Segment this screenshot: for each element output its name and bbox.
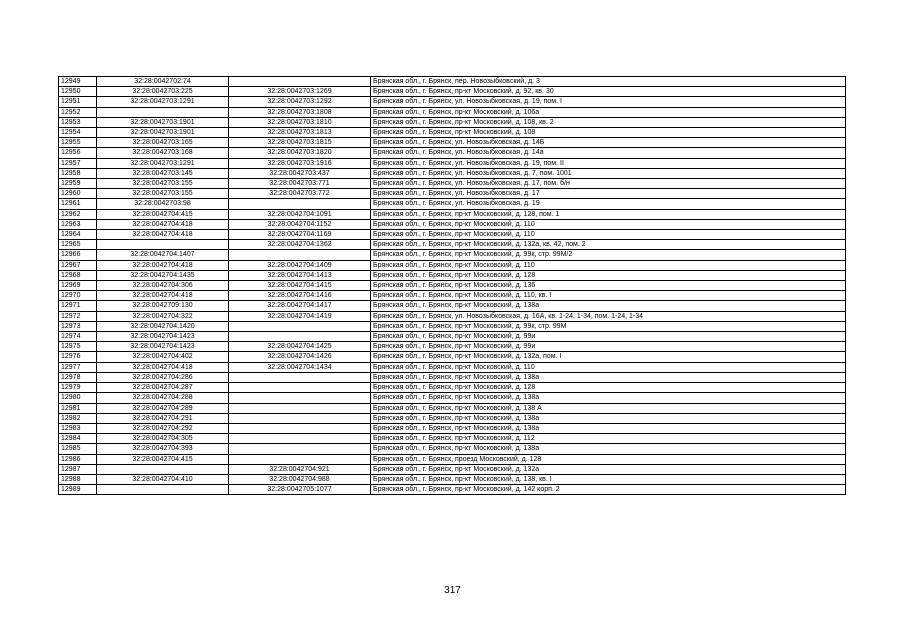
- cadastral-number-cell: 32:28:0042704:418: [97, 260, 229, 270]
- table-row: [59, 342, 846, 352]
- cadastral-number-cell: 32:28:0042704:402: [97, 352, 229, 362]
- object-cadastral-number-cell: [229, 383, 371, 393]
- address-cell: Брянская обл., г. Брянск, ул. Новозыбковская, д. 17, пом. б/н: [371, 179, 846, 189]
- cadastral-number-cell: 32:28:0042704:418: [97, 230, 229, 240]
- object-cadastral-number-cell: 32:28:0042704:1419: [229, 311, 371, 321]
- cadastral-number-cell: 32:28:0042703:155: [97, 189, 229, 199]
- address-cell: Брянская обл., г. Брянск, пр-кт Московский, д. 108: [371, 128, 846, 138]
- table-row: [59, 413, 846, 423]
- table-row: [59, 189, 846, 199]
- address-cell: Брянская обл., г. Брянск, ул. Новозыбковская, д. 16А, кв. 1-24, 1-34, пом. 1-24, 1-34: [371, 311, 846, 321]
- address-cell: Брянская обл., г. Брянск, пр-кт Московский, д. 142 корп. 2: [371, 485, 846, 495]
- address-cell: Брянская обл., г. Брянск, пр-кт Московский, д. 138а: [371, 393, 846, 403]
- cadastral-number-cell: 32:28:0042704:418: [97, 362, 229, 372]
- row-number-cell: 12967: [59, 260, 97, 270]
- address-cell: Брянская обл., г. Брянск, пр-кт Московский, д. 110: [371, 219, 846, 229]
- address-cell: Брянская обл., г. Брянск, пр-кт Московский, д. 92, кв. 30: [371, 87, 846, 97]
- table-row: [59, 403, 846, 413]
- cadastral-number-cell: 32:28:0042703:1901: [97, 117, 229, 127]
- address-cell: Брянская обл., г. Брянск, пр-кт Московский, д. 136: [371, 281, 846, 291]
- object-cadastral-number-cell: [229, 403, 371, 413]
- table-row: [59, 260, 846, 270]
- row-number-cell: 12958: [59, 168, 97, 178]
- cadastral-number-cell: 32:28:0042704:1435: [97, 270, 229, 280]
- cadastral-number-cell: 32:28:0042703:98: [97, 199, 229, 209]
- cadastral-number-cell: 32:28:0042703:225: [97, 87, 229, 97]
- object-cadastral-number-cell: 32:28:0042704:988: [229, 474, 371, 484]
- table-row: [59, 362, 846, 372]
- address-cell: Брянская обл., г. Брянск, пр-кт Московский, д. 132а, пом. I: [371, 352, 846, 362]
- address-cell: Брянская обл., г. Брянск, пр-кт Московский, д. 106а: [371, 107, 846, 117]
- table-row: [59, 270, 846, 280]
- registry-table: [58, 76, 846, 495]
- row-number-cell: 12970: [59, 291, 97, 301]
- cadastral-number-cell: 32:28:0042703:165: [97, 138, 229, 148]
- row-number-cell: 12953: [59, 117, 97, 127]
- object-cadastral-number-cell: 32:28:0042704:1413: [229, 270, 371, 280]
- table-row: [59, 97, 846, 107]
- row-number-cell: 12981: [59, 403, 97, 413]
- object-cadastral-number-cell: 32:28:0042704:1409: [229, 260, 371, 270]
- table-row: [59, 87, 846, 97]
- cadastral-number-cell: 32:28:0042704:393: [97, 444, 229, 454]
- cadastral-number-cell: [97, 107, 229, 117]
- row-number-cell: 12975: [59, 342, 97, 352]
- address-cell: Брянская обл., г. Брянск, пр-кт Московский, д. 128: [371, 270, 846, 280]
- object-cadastral-number-cell: 32:28:0042703:1810: [229, 117, 371, 127]
- table-row: [59, 117, 846, 127]
- object-cadastral-number-cell: 32:28:0042703:437: [229, 168, 371, 178]
- table-row: [59, 77, 846, 87]
- cadastral-number-cell: 32:28:0042704:1420: [97, 321, 229, 331]
- cadastral-number-cell: 32:28:0042703:155: [97, 179, 229, 189]
- table-row: [59, 434, 846, 444]
- table-row: [59, 148, 846, 158]
- cadastral-number-cell: 32:28:0042704:305: [97, 434, 229, 444]
- table-row: [59, 230, 846, 240]
- address-cell: Брянская обл., г. Брянск, пр-кт Московский, д. 138а: [371, 423, 846, 433]
- object-cadastral-number-cell: 32:28:0042703:1292: [229, 97, 371, 107]
- row-number-cell: 12988: [59, 474, 97, 484]
- row-number-cell: 12971: [59, 301, 97, 311]
- row-number-cell: 12984: [59, 434, 97, 444]
- address-cell: Брянская обл., г. Брянск, ул. Новозыбковская, д. 19, пом. I: [371, 97, 846, 107]
- cadastral-number-cell: 32:28:0042704:418: [97, 291, 229, 301]
- table-row: [59, 179, 846, 189]
- address-cell: Брянская обл., г. Брянск, пер. Новозыбковский, д. 3: [371, 77, 846, 87]
- cadastral-number-cell: 32:28:0042704:289: [97, 403, 229, 413]
- object-cadastral-number-cell: 32:28:0042703:1820: [229, 148, 371, 158]
- address-cell: Брянская обл., г. Брянск, пр-кт Московский, д. 138а: [371, 413, 846, 423]
- cadastral-number-cell: 32:28:0042704:322: [97, 311, 229, 321]
- row-number-cell: 12980: [59, 393, 97, 403]
- table-row: [59, 321, 846, 331]
- address-cell: Брянская обл., г. Брянск, пр-кт Московский, д. 128: [371, 383, 846, 393]
- object-cadastral-number-cell: 32:28:0042703:1813: [229, 128, 371, 138]
- address-cell: Брянская обл., г. Брянск, пр-кт Московский, д. 99к, стр. 99М: [371, 321, 846, 331]
- object-cadastral-number-cell: [229, 199, 371, 209]
- row-number-cell: 12983: [59, 423, 97, 433]
- row-number-cell: 12951: [59, 97, 97, 107]
- table-row: [59, 393, 846, 403]
- table-row: [59, 311, 846, 321]
- registry-table-body: [59, 77, 846, 495]
- cadastral-number-cell: 32:28:0042703:145: [97, 168, 229, 178]
- address-cell: Брянская обл., г. Брянск, пр-кт Московский, д. 110: [371, 230, 846, 240]
- object-cadastral-number-cell: 32:28:0042703:1916: [229, 158, 371, 168]
- cadastral-number-cell: [97, 464, 229, 474]
- row-number-cell: 12956: [59, 148, 97, 158]
- page-number: 317: [444, 585, 461, 596]
- row-number-cell: 12986: [59, 454, 97, 464]
- object-cadastral-number-cell: [229, 250, 371, 260]
- object-cadastral-number-cell: [229, 77, 371, 87]
- row-number-cell: 12957: [59, 158, 97, 168]
- row-number-cell: 12955: [59, 138, 97, 148]
- table-row: [59, 250, 846, 260]
- cadastral-number-cell: 32:28:0042703:168: [97, 148, 229, 158]
- table-row: [59, 372, 846, 382]
- row-number-cell: 12961: [59, 199, 97, 209]
- address-cell: Брянская обл., г. Брянск, ул. Новозыбковская, д. 14а: [371, 148, 846, 158]
- table-row: [59, 128, 846, 138]
- cadastral-number-cell: 32:28:0042704:415: [97, 209, 229, 219]
- address-cell: Брянская обл., г. Брянск, проезд Московский, д. 128: [371, 454, 846, 464]
- table-row: [59, 158, 846, 168]
- row-number-cell: 12976: [59, 352, 97, 362]
- address-cell: Брянская обл., г. Брянск, ул. Новозыбковская, д. 7, пом. 1001: [371, 168, 846, 178]
- object-cadastral-number-cell: [229, 413, 371, 423]
- table-row: [59, 444, 846, 454]
- address-cell: Брянская обл., г. Брянск, пр-кт Московский, д. 99и: [371, 332, 846, 342]
- cadastral-number-cell: 32:28:0042704:1423: [97, 332, 229, 342]
- object-cadastral-number-cell: [229, 332, 371, 342]
- table-row: [59, 291, 846, 301]
- object-cadastral-number-cell: [229, 444, 371, 454]
- table-row: [59, 383, 846, 393]
- cadastral-number-cell: 32:28:0042704:292: [97, 423, 229, 433]
- cadastral-number-cell: 32:28:0042704:287: [97, 383, 229, 393]
- cadastral-number-cell: 32:28:0042704:1423: [97, 342, 229, 352]
- row-number-cell: 12974: [59, 332, 97, 342]
- row-number-cell: 12979: [59, 383, 97, 393]
- object-cadastral-number-cell: 32:28:0042703:1269: [229, 87, 371, 97]
- address-cell: Брянская обл., г. Брянск, пр-кт Московский, д. 132а, кв. 42, пом. 2: [371, 240, 846, 250]
- row-number-cell: 12973: [59, 321, 97, 331]
- address-cell: Брянская обл., г. Брянск, пр-кт Московский, д. 110: [371, 362, 846, 372]
- address-cell: Брянская обл., г. Брянск, пр-кт Московский, д. 112: [371, 434, 846, 444]
- table-row: [59, 209, 846, 219]
- table-row: [59, 474, 846, 484]
- table-row: [59, 168, 846, 178]
- cadastral-number-cell: 32:28:0042704:288: [97, 393, 229, 403]
- object-cadastral-number-cell: 32:28:0042704:1434: [229, 362, 371, 372]
- cadastral-number-cell: 32:28:0042704:418: [97, 219, 229, 229]
- table-row: [59, 352, 846, 362]
- object-cadastral-number-cell: 32:28:0042704:1426: [229, 352, 371, 362]
- address-cell: Брянская обл., г. Брянск, пр-кт Московский, д. 108, кв. 2: [371, 117, 846, 127]
- row-number-cell: 12985: [59, 444, 97, 454]
- cadastral-number-cell: [97, 485, 229, 495]
- table-row: [59, 423, 846, 433]
- row-number-cell: 12968: [59, 270, 97, 280]
- object-cadastral-number-cell: 32:28:0042705:1077: [229, 485, 371, 495]
- object-cadastral-number-cell: 32:28:0042703:1808: [229, 107, 371, 117]
- table-row: [59, 199, 846, 209]
- cadastral-number-cell: [97, 240, 229, 250]
- address-cell: Брянская обл., г. Брянск, пр-кт Московский, д. 138а: [371, 372, 846, 382]
- address-cell: Брянская обл., г. Брянск, пр-кт Московский, д. 110, кв. I: [371, 291, 846, 301]
- table-row: [59, 219, 846, 229]
- table-row: [59, 464, 846, 474]
- object-cadastral-number-cell: 32:28:0042704:1152: [229, 219, 371, 229]
- address-cell: Брянская обл., г. Брянск, пр-кт Московский, д. 138 А: [371, 403, 846, 413]
- row-number-cell: 12952: [59, 107, 97, 117]
- address-cell: Брянская обл., г. Брянск, пр-кт Московский, д. 138а: [371, 301, 846, 311]
- table-row: [59, 281, 846, 291]
- address-cell: Брянская обл., г. Брянск, пр-кт Московский, д. 132а: [371, 464, 846, 474]
- cadastral-number-cell: 32:28:0042704:415: [97, 454, 229, 464]
- cadastral-number-cell: 32:28:0042703:1291: [97, 158, 229, 168]
- address-cell: Брянская обл., г. Брянск, ул. Новозыбковская, д. 14Б: [371, 138, 846, 148]
- row-number-cell: 12972: [59, 311, 97, 321]
- address-cell: Брянская обл., г. Брянск, пр-кт Московский, д. 138а: [371, 444, 846, 454]
- table-row: [59, 332, 846, 342]
- table-row: [59, 301, 846, 311]
- cadastral-number-cell: 32:28:0042704:291: [97, 413, 229, 423]
- address-cell: Брянская обл., г. Брянск, пр-кт Московский, д. 138, кв. I: [371, 474, 846, 484]
- table-row: [59, 107, 846, 117]
- object-cadastral-number-cell: [229, 454, 371, 464]
- object-cadastral-number-cell: [229, 393, 371, 403]
- table-row: [59, 485, 846, 495]
- row-number-cell: 12962: [59, 209, 97, 219]
- cadastral-number-cell: 32:28:0042704:410: [97, 474, 229, 484]
- object-cadastral-number-cell: 32:28:0042704:1415: [229, 281, 371, 291]
- object-cadastral-number-cell: 32:28:0042703:771: [229, 179, 371, 189]
- address-cell: Брянская обл., г. Брянск, пр-кт Московский, д. 99и: [371, 342, 846, 352]
- object-cadastral-number-cell: 32:28:0042703:772: [229, 189, 371, 199]
- address-cell: Брянская обл., г. Брянск, пр-кт Московский, д. 128, пом. 1: [371, 209, 846, 219]
- row-number-cell: 12969: [59, 281, 97, 291]
- row-number-cell: 12949: [59, 77, 97, 87]
- address-cell: Брянская обл., г. Брянск, пр-кт Московский, д. 99к, стр. 99М/2: [371, 250, 846, 260]
- table-row: [59, 138, 846, 148]
- row-number-cell: 12987: [59, 464, 97, 474]
- cadastral-number-cell: 32:28:0042704:286: [97, 372, 229, 382]
- address-cell: Брянская обл., г. Брянск, ул. Новозыбковская, д. 17: [371, 189, 846, 199]
- cadastral-number-cell: 32:28:0042703:1291: [97, 97, 229, 107]
- object-cadastral-number-cell: 32:28:0042704:1416: [229, 291, 371, 301]
- cadastral-number-cell: 32:28:0042704:306: [97, 281, 229, 291]
- row-number-cell: 12963: [59, 219, 97, 229]
- address-cell: Брянская обл., г. Брянск, пр-кт Московский, д. 110: [371, 260, 846, 270]
- cadastral-number-cell: 32:28:0042704:1407: [97, 250, 229, 260]
- object-cadastral-number-cell: [229, 434, 371, 444]
- row-number-cell: 12982: [59, 413, 97, 423]
- row-number-cell: 12965: [59, 240, 97, 250]
- table-row: [59, 240, 846, 250]
- object-cadastral-number-cell: 32:28:0042704:1417: [229, 301, 371, 311]
- object-cadastral-number-cell: 32:28:0042704:921: [229, 464, 371, 474]
- object-cadastral-number-cell: 32:28:0042704:1425: [229, 342, 371, 352]
- cadastral-number-cell: 32:28:0042703:1901: [97, 128, 229, 138]
- cadastral-number-cell: 32:28:0042709:130: [97, 301, 229, 311]
- object-cadastral-number-cell: 32:28:0042704:1091: [229, 209, 371, 219]
- row-number-cell: 12950: [59, 87, 97, 97]
- object-cadastral-number-cell: 32:28:0042703:1815: [229, 138, 371, 148]
- address-cell: Брянская обл., г. Брянск, ул. Новозыбковская, д. 19: [371, 199, 846, 209]
- object-cadastral-number-cell: [229, 321, 371, 331]
- row-number-cell: 12964: [59, 230, 97, 240]
- table-row: [59, 454, 846, 464]
- row-number-cell: 12966: [59, 250, 97, 260]
- row-number-cell: 12989: [59, 485, 97, 495]
- cadastral-number-cell: 32:28:0042702:74: [97, 77, 229, 87]
- address-cell: Брянская обл., г. Брянск, ул. Новозыбковская, д. 19, пом. II: [371, 158, 846, 168]
- object-cadastral-number-cell: [229, 372, 371, 382]
- object-cadastral-number-cell: [229, 423, 371, 433]
- row-number-cell: 12960: [59, 189, 97, 199]
- row-number-cell: 12978: [59, 372, 97, 382]
- row-number-cell: 12959: [59, 179, 97, 189]
- row-number-cell: 12954: [59, 128, 97, 138]
- object-cadastral-number-cell: 32:28:0042704:1362: [229, 240, 371, 250]
- row-number-cell: 12977: [59, 362, 97, 372]
- object-cadastral-number-cell: 32:28:0042704:1169: [229, 230, 371, 240]
